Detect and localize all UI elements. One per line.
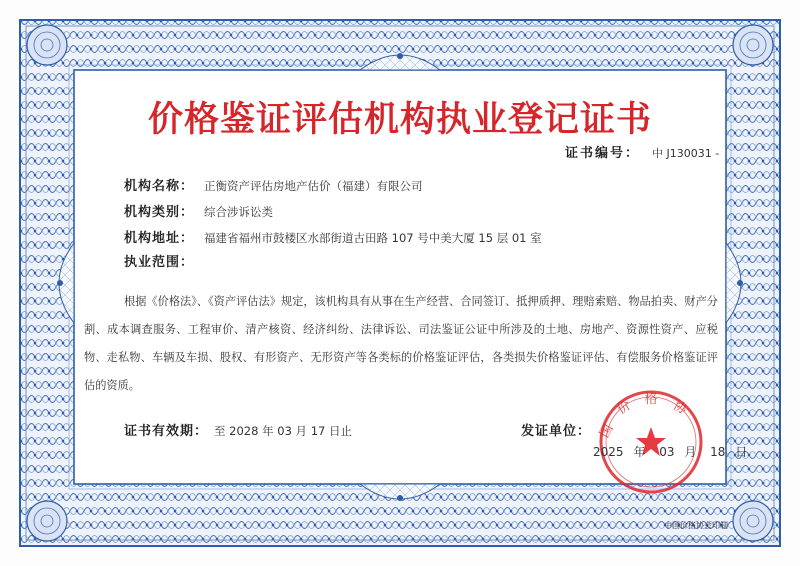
- scope-paragraph: 根据《价格法》、《资产评估法》规定，该机构具有从事在生产经营、合同签订、抵押质押、理赔索赔、物品拍卖、财产分割、成本调查服务、工程审价、清产核资、经济纠纷、法律诉讼、司法鉴证公证中所涉及的土地、房地产、资源性资产、应税物、走私物、车辆及车损、股权、有形资产、无形资产等各类标的价格鉴证评估，各类损失价格鉴证评估、有偿服务价格鉴证评估的资质。: [84, 295, 718, 392]
- institution-name-row: [124, 175, 423, 194]
- institution-name-label: 机构名称：: [124, 179, 195, 194]
- svg-text:格: 格: [644, 392, 658, 407]
- issue-day: 18: [710, 445, 726, 459]
- institution-address-row: [124, 227, 542, 246]
- practice-scope-row: [124, 251, 204, 270]
- institution-address-value: 福建省福州市鼓楼区水部街道古田路 107 号中美大厦 15 层 01 室: [204, 231, 542, 245]
- issue-year: 2025: [593, 445, 624, 459]
- institution-address-label: 机构地址：: [124, 231, 195, 246]
- issue-date: [593, 443, 747, 460]
- practice-scope-label: 执业范围：: [124, 255, 195, 270]
- certificate-title: 价格鉴证评估机构执业登记证书: [147, 99, 652, 140]
- certificate-number-value: 中 J130031 -: [652, 147, 720, 160]
- official-seal: [596, 387, 706, 497]
- certificate-number: [565, 142, 719, 161]
- institution-type-value: 综合涉诉讼类: [204, 205, 273, 219]
- issue-month-unit: 月: [684, 445, 697, 459]
- issue-month: 03: [659, 445, 675, 459]
- certificate-number-label: 证书编号：: [565, 146, 641, 161]
- validity-value: 至 2028 年 03 月 17 日止: [214, 424, 352, 438]
- institution-type-label: 机构类别：: [124, 205, 195, 220]
- validity-row: [124, 420, 352, 439]
- issuer-label: 发证单位：: [521, 424, 592, 439]
- svg-text:协: 协: [670, 398, 690, 418]
- svg-text:国: 国: [597, 421, 617, 441]
- validity-label: 证书有效期：: [124, 424, 209, 439]
- institution-name-value: 正衡资产评估房地产估价（福建）有限公司: [204, 179, 423, 193]
- printer-note: 中国价格协会印制: [664, 521, 728, 530]
- institution-type-row: [124, 201, 273, 220]
- issue-day-unit: 日: [735, 445, 748, 459]
- issue-year-unit: 年: [633, 445, 646, 459]
- svg-text:价: 价: [614, 398, 634, 418]
